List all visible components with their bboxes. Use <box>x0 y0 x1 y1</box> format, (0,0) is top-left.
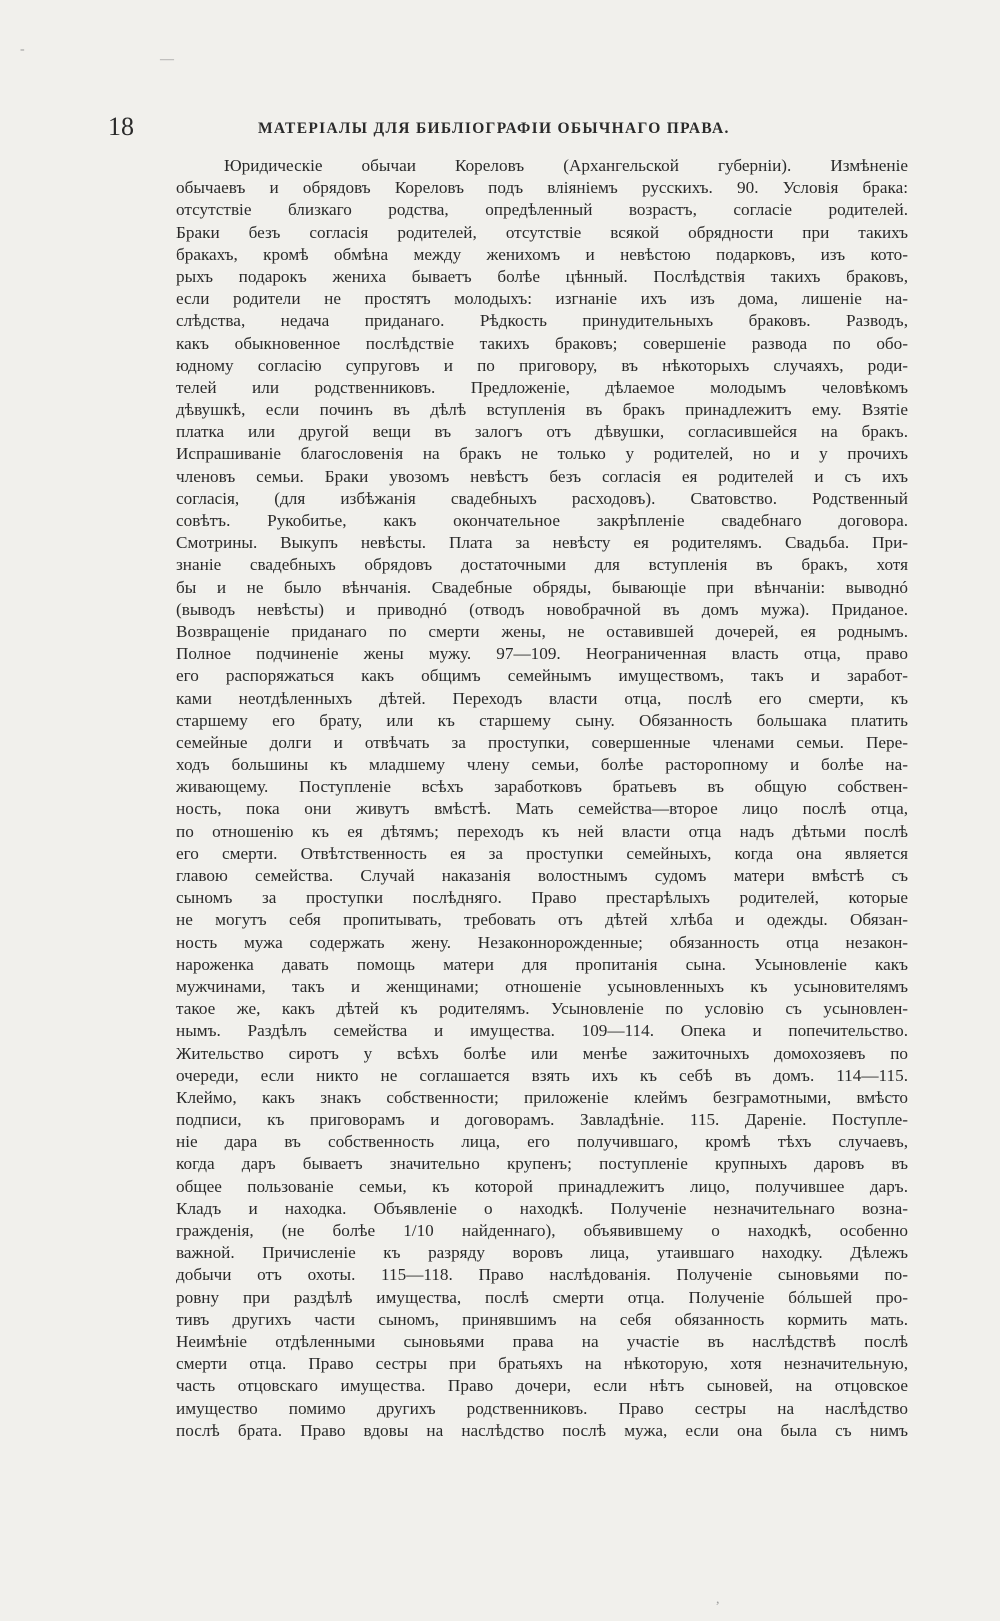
text-line: членовъ семьи. Браки увозомъ невѣстъ безъ согласія ея родителей и съ ихъ <box>176 466 908 486</box>
text-line: слѣдства, недача приданаго. Рѣдкость принудительныхъ браковъ. Разводъ, <box>176 311 908 331</box>
text-line: важной. Причисленіе къ разряду воровъ лица, утаившаго находку. Дѣлежъ <box>176 1243 908 1263</box>
text-line: нымъ. Раздѣлъ семейства и имущества. 109—114. Опека и попечительство. <box>176 1021 908 1041</box>
scan-fleck: — <box>160 52 174 67</box>
text-line: гражденія, (не болѣе 1/10 найденнаго), объявившему о находкѣ, особенно <box>176 1221 908 1240</box>
body-text <box>176 155 908 1442</box>
text-line: знаніе свадебныхъ обрядовъ достаточными для вступленія въ бракъ, хотя <box>176 555 908 575</box>
text-line: ровну при раздѣлѣ имущества, послѣ смерти отца. Полученіе бóльшей про- <box>176 1287 908 1307</box>
text-line: ніе дара въ собственность лица, его получившаго, кромѣ тѣхъ случаевъ, <box>176 1132 908 1152</box>
text-line: (выводъ невѣсты) и приводнó (отводъ новобрачной въ домъ мужа). Приданое. <box>176 599 908 619</box>
text-line: Смотрины. Выкупъ невѣсты. Плата за невѣсту ея родителямъ. Свадьба. При- <box>176 533 908 553</box>
text-line: старшему его брату, или къ старшему сыну. Обязанность большака платить <box>176 710 908 730</box>
page-header <box>108 112 908 146</box>
text-line: не могутъ себя пропитывать, требовать отъ дѣтей хлѣба и одежды. Обязан- <box>176 910 908 930</box>
text-line: телей или родственниковъ. Предложеніе, дѣлаемое молодымъ человѣкомъ <box>176 377 908 397</box>
text-line: семейные долги и отвѣчать за проступки, совершенные членами семьи. Пере- <box>176 732 908 752</box>
text-line: общее пользованіе семьи, къ которой принадлежитъ лицо, получившее даръ. <box>176 1176 908 1196</box>
text-line: ками неотдѣленныхъ дѣтей. Переходъ власти отца, послѣ его смерти, къ <box>176 688 908 708</box>
text-line: бы и не было вѣнчанія. Свадебные обряды, бывающіе при вѣнчаніи: выводнó <box>176 577 908 597</box>
text-line: послѣ брата. Право вдовы на наслѣдство послѣ мужа, если она была съ нимъ <box>176 1420 908 1440</box>
text-line: юдному согласію супруговъ и по приговору, въ нѣкоторыхъ случаяхъ, роди- <box>176 355 908 375</box>
text-line: обычаевъ и обрядовъ Кореловъ подъ вліяніемъ русскихъ. 90. Условія брака: <box>176 178 908 198</box>
text-line: Кладъ и находка. Объявленіе о находкѣ. Полученіе незначительнаго возна- <box>176 1198 908 1218</box>
page-number: 18 <box>108 112 134 141</box>
text-line: его распоряжаться какъ общимъ семейнымъ имуществомъ, такъ и заработ- <box>176 666 908 686</box>
text-line: тивъ другихъ части сыномъ, принявшимъ на себя обязанность кормить мать. <box>176 1309 908 1329</box>
text-line: совѣтъ. Рукобитье, какъ окончательное закрѣпленіе свадебнаго договора. <box>176 511 908 530</box>
text-line: Клеймо, какъ знакъ собственности; приложеніе клеймъ безграмотными, вмѣсто <box>176 1087 908 1107</box>
text-line: имущество помимо другихъ родственниковъ. Право сестры на наслѣдство <box>176 1398 908 1418</box>
text-line: если родители не простятъ молодыхъ: изгнаніе ихъ изъ дома, лишеніе на- <box>176 289 908 309</box>
text-line: ходъ большины къ младшему члену семьи, болѣе расторопному и болѣе на- <box>176 755 908 775</box>
text-line: когда даръ бываетъ значительно крупенъ; поступленіе крупныхъ даровъ въ <box>176 1154 908 1174</box>
text-line: какъ обыкновенное послѣдствіе такихъ браковъ; совершеніе развода по обо- <box>176 333 908 353</box>
text-line: дѣвушкѣ, если починъ въ дѣлѣ вступленія въ бракъ принадлежитъ ему. Взятіе <box>176 400 908 420</box>
text-line: Испрашиваніе благословенія на бракъ не только у родителей, но и у прочихъ <box>176 444 908 464</box>
text-line: живающему. Поступленіе всѣхъ заработковъ братьевъ въ общую собствен- <box>176 777 908 797</box>
text-line: такое же, какъ дѣтей къ родителямъ. Усыновленіе по условію съ усыновлен- <box>176 999 908 1019</box>
text-line: нароженка давать помощь матери для пропитанія сына. Усыновленіе какъ <box>176 954 908 974</box>
text-line: по отношенію къ ея дѣтямъ; переходъ къ ней власти отца надъ дѣтьми послѣ <box>176 821 908 841</box>
text-line: Браки безъ согласія родителей, отсутствіе всякой обрядности при такихъ <box>176 222 908 242</box>
text-line: ность мужа содержать жену. Незаконнорожденные; обязанность отца незакон- <box>176 932 908 952</box>
text-line: согласія, (для избѣжанія свадебныхъ расходовъ). Сватовство. Родственный <box>176 488 908 508</box>
text-line: Юридическіе обычаи Кореловъ (Архангельской губерніи). Измѣненіе <box>224 156 908 175</box>
text-line: сыномъ за проступки послѣдняго. Право престарѣлыхъ родителей, которые <box>176 888 908 908</box>
text-line: очереди, если никто не соглашается взять ихъ къ себѣ въ домъ. 114—115. <box>176 1065 908 1085</box>
text-line: добычи отъ охоты. 115—118. Право наслѣдованія. Полученіе сыновьями по- <box>176 1265 908 1285</box>
text-line: Жительство сиротъ у всѣхъ болѣе или менѣе зажиточныхъ домохозяевъ по <box>176 1043 908 1063</box>
text-line: ность, пока они живутъ вмѣстѣ. Мать семейства—второе лицо послѣ отца, <box>176 799 908 819</box>
scan-fleck: - <box>20 42 25 57</box>
text-line: отсутствіе близкаго родства, опредѣленный возрастъ, согласіе родителей. <box>176 200 908 220</box>
text-line: рыхъ подарокъ жениха бываетъ болѣе цѣнный. Послѣдствія такихъ браковъ, <box>176 266 908 286</box>
text-line: его смерти. Отвѣтственность ея за проступки семейныхъ, когда она является <box>176 843 908 863</box>
text-line: Возвращеніе приданаго по смерти жены, не оставившей дочерей, ея роднымъ. <box>176 621 908 641</box>
scan-fleck: , <box>716 1592 720 1607</box>
text-line: мужчинами, такъ и женщинами; отношеніе усыновленныхъ къ усыновителямъ <box>176 976 908 996</box>
text-line: Полное подчиненіе жены мужу. 97—109. Неограниченная власть отца, право <box>176 644 908 664</box>
text-line: подписи, къ приговорамъ и договорамъ. Завладѣніе. 115. Дареніе. Поступле- <box>176 1110 908 1130</box>
text-line: бракахъ, кромѣ обмѣна между женихомъ и невѣстою подарковъ, изъ кото- <box>176 244 908 264</box>
text-line: смерти отца. Право сестры при братьяхъ на нѣкоторую, хотя незначительную, <box>176 1354 908 1374</box>
text-line: платка или другой вещи въ залогъ отъ дѣвушки, согласившейся на бракъ. <box>176 422 908 442</box>
text-line: главою семейства. Случай наказанія волостнымъ судомъ матери вмѣстѣ съ <box>176 866 908 885</box>
running-head: МАТЕРІАЛЫ ДЛЯ БИБЛІОГРАФІИ ОБЫЧНАГО ПРАВА. <box>258 120 730 137</box>
text-line: часть отцовскаго имущества. Право дочери, если нѣтъ сыновей, на отцовское <box>176 1376 908 1396</box>
text-line: Неимѣніе отдѣленными сыновьями права на участіе въ наслѣдствѣ послѣ <box>176 1331 908 1351</box>
